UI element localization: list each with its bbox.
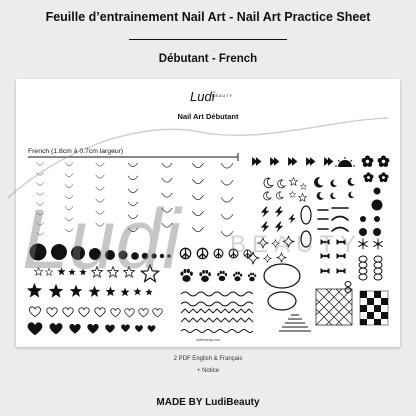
footer-note-pdf: 2 PDF English & Français xyxy=(173,356,243,362)
footer-note-notice: + Notice xyxy=(196,368,220,374)
sparkle-icons xyxy=(247,236,295,265)
title-divider xyxy=(129,39,287,40)
flower-icons xyxy=(362,155,390,182)
bow-icons xyxy=(321,239,346,274)
page-subtitle: Débutant - French xyxy=(158,53,258,65)
french-tip-arcs xyxy=(36,162,233,236)
brand-caps: BEAUTY xyxy=(212,93,233,98)
checkerboard-pattern xyxy=(360,291,388,325)
peace-icons xyxy=(180,248,251,258)
heart-rows xyxy=(28,307,163,335)
watermark-script: Ludi xyxy=(22,192,181,286)
dot-column xyxy=(359,188,383,237)
sun-icon xyxy=(335,157,355,167)
watermark-caps: BEAUTY xyxy=(230,231,363,258)
brand-script: Ludi xyxy=(190,89,215,104)
sheet-heading: Nail Art Débutant xyxy=(177,112,239,121)
brand-logo xyxy=(190,89,233,104)
chain-links xyxy=(345,256,382,293)
dot-rows xyxy=(30,244,171,261)
dash-strokes xyxy=(318,208,348,231)
moon-icons xyxy=(264,177,355,200)
page-title: Feuille d’entrainement Nail Art - Nail Art Practice Sheet xyxy=(45,10,371,24)
paw-icons xyxy=(181,269,257,282)
practice-sheet-art xyxy=(16,79,400,347)
french-label: French (1.8cm à 0.7cm largeur) xyxy=(28,148,124,155)
small-star-icons xyxy=(289,177,306,201)
practice-sheet xyxy=(16,79,400,347)
lightning-icons xyxy=(261,207,296,233)
crosshatch-pattern xyxy=(316,289,352,325)
made-by-label: MADE BY LudiBeauty xyxy=(156,397,260,408)
star-rows xyxy=(27,265,159,298)
oval-outlines xyxy=(301,206,311,247)
snowflake-icons xyxy=(358,239,382,250)
wave-lines xyxy=(181,292,253,333)
stacked-lines xyxy=(279,315,311,331)
chevron-row xyxy=(252,157,333,166)
large-ovals xyxy=(264,264,300,310)
sheet-website: ludibeauty.com xyxy=(196,338,220,342)
